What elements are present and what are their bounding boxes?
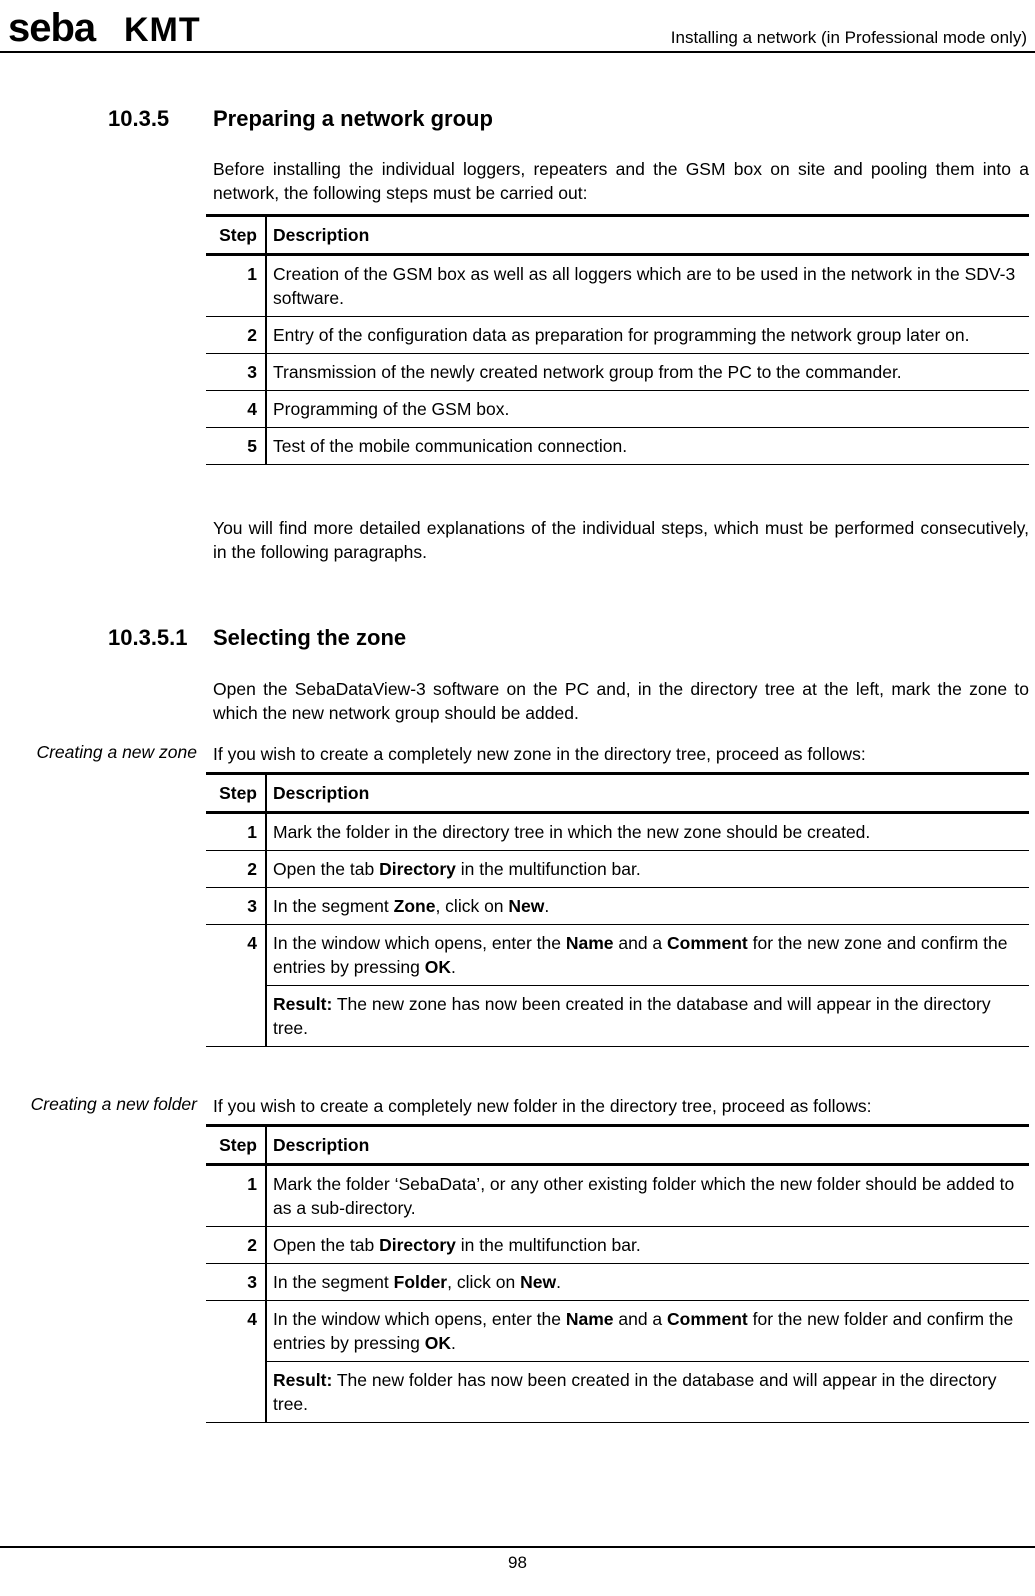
step-number: 3 bbox=[206, 1264, 266, 1301]
page-number: 98 bbox=[508, 1553, 527, 1572]
table-row bbox=[206, 888, 1029, 925]
description-column-header: Description bbox=[266, 216, 1029, 255]
steps-table-folder bbox=[206, 1124, 1029, 1423]
table-row bbox=[206, 1264, 1029, 1301]
section-intro: Before installing the individual loggers, repeaters and the GSM box on site and pooling them into a network, the following steps must be carried out: bbox=[213, 159, 1029, 203]
step-number: 1 bbox=[206, 813, 266, 851]
table-row bbox=[206, 925, 1029, 986]
step-description: Test of the mobile communication connection. bbox=[266, 428, 1029, 465]
step-description: In the window which opens, enter the Name and a Comment for the new folder and confirm the entries by pressing OK. bbox=[266, 1301, 1029, 1362]
step-description: Open the tab Directory in the multifunction bar. bbox=[266, 1227, 1029, 1264]
section-number: 10.3.5 bbox=[108, 106, 170, 131]
side-label-new-zone: Creating a new zone bbox=[36, 742, 197, 762]
step-description: Open the tab Directory in the multifunction bar. bbox=[266, 851, 1029, 888]
subsection-intro: Open the SebaDataView-3 software on the PC and, in the directory tree at the left, mark the zone to which the new network group should be added. bbox=[213, 679, 1029, 723]
step-number: 4 bbox=[206, 1301, 266, 1423]
table-row bbox=[206, 255, 1029, 317]
subsection-title: Selecting the zone bbox=[213, 625, 407, 650]
step-description: Creation of the GSM box as well as all loggers which are to be used in the network in the SDV-3 software. bbox=[266, 255, 1029, 317]
step-description: In the segment Zone, click on New. bbox=[266, 888, 1029, 925]
step-number: 1 bbox=[206, 1165, 266, 1227]
step-result: Result: The new folder has now been created in the database and will appear in the directory tree. bbox=[266, 1362, 1029, 1423]
step-description: Mark the folder in the directory tree in which the new zone should be created. bbox=[266, 813, 1029, 851]
step-description: Transmission of the newly created network group from the PC to the commander. bbox=[266, 354, 1029, 391]
step-number: 3 bbox=[206, 888, 266, 925]
footer-divider bbox=[0, 1546, 1035, 1548]
step-column-header: Step bbox=[206, 1126, 266, 1165]
step-number: 2 bbox=[206, 317, 266, 354]
header-divider bbox=[0, 51, 1035, 53]
step-number: 2 bbox=[206, 1227, 266, 1264]
folder-intro: If you wish to create a completely new folder in the directory tree, proceed as follows: bbox=[213, 1096, 872, 1116]
step-result: Result: The new zone has now been created in the database and will appear in the directory tree. bbox=[266, 986, 1029, 1047]
svg-text:KMT: KMT bbox=[124, 11, 201, 47]
table-row bbox=[206, 986, 1029, 1047]
steps-table-network bbox=[206, 214, 1029, 465]
step-number: 1 bbox=[206, 255, 266, 317]
header-title: Installing a network (in Professional mode only) bbox=[670, 28, 1027, 47]
table-row bbox=[206, 1227, 1029, 1264]
table-row bbox=[206, 428, 1029, 465]
description-column-header: Description bbox=[266, 1126, 1029, 1165]
table-row bbox=[206, 851, 1029, 888]
table-row bbox=[206, 354, 1029, 391]
subsection-number: 10.3.5.1 bbox=[108, 625, 188, 650]
step-number: 3 bbox=[206, 354, 266, 391]
step-description: Entry of the configuration data as preparation for programming the network group later on. bbox=[266, 317, 1029, 354]
step-description: Mark the folder ‘SebaData’, or any other existing folder which the new folder should be added to as a sub-directory. bbox=[266, 1165, 1029, 1227]
step-number: 4 bbox=[206, 391, 266, 428]
step-number: 5 bbox=[206, 428, 266, 465]
page-header bbox=[0, 0, 1035, 54]
step-number: 2 bbox=[206, 851, 266, 888]
section-outro: You will find more detailed explanations of the individual steps, which must be performed consecutively, in the following paragraphs. bbox=[213, 518, 1029, 562]
step-description: In the window which opens, enter the Name and a Comment for the new zone and confirm the entries by pressing OK. bbox=[266, 925, 1029, 986]
step-column-header: Step bbox=[206, 774, 266, 813]
table-row bbox=[206, 1301, 1029, 1362]
table-row bbox=[206, 391, 1029, 428]
step-number: 4 bbox=[206, 925, 266, 1047]
side-label-new-folder: Creating a new folder bbox=[30, 1094, 197, 1114]
table-row bbox=[206, 1165, 1029, 1227]
steps-table-zone bbox=[206, 772, 1029, 1047]
step-description: Programming of the GSM box. bbox=[266, 391, 1029, 428]
svg-text:seba: seba bbox=[8, 7, 96, 47]
zone-intro: If you wish to create a completely new zone in the directory tree, proceed as follows: bbox=[213, 744, 866, 764]
step-column-header: Step bbox=[206, 216, 266, 255]
table-row bbox=[206, 317, 1029, 354]
step-description: In the segment Folder, click on New. bbox=[266, 1264, 1029, 1301]
description-column-header: Description bbox=[266, 774, 1029, 813]
table-row bbox=[206, 1362, 1029, 1423]
sebakmt-logo bbox=[8, 7, 228, 47]
table-row bbox=[206, 813, 1029, 851]
section-title: Preparing a network group bbox=[213, 106, 493, 131]
